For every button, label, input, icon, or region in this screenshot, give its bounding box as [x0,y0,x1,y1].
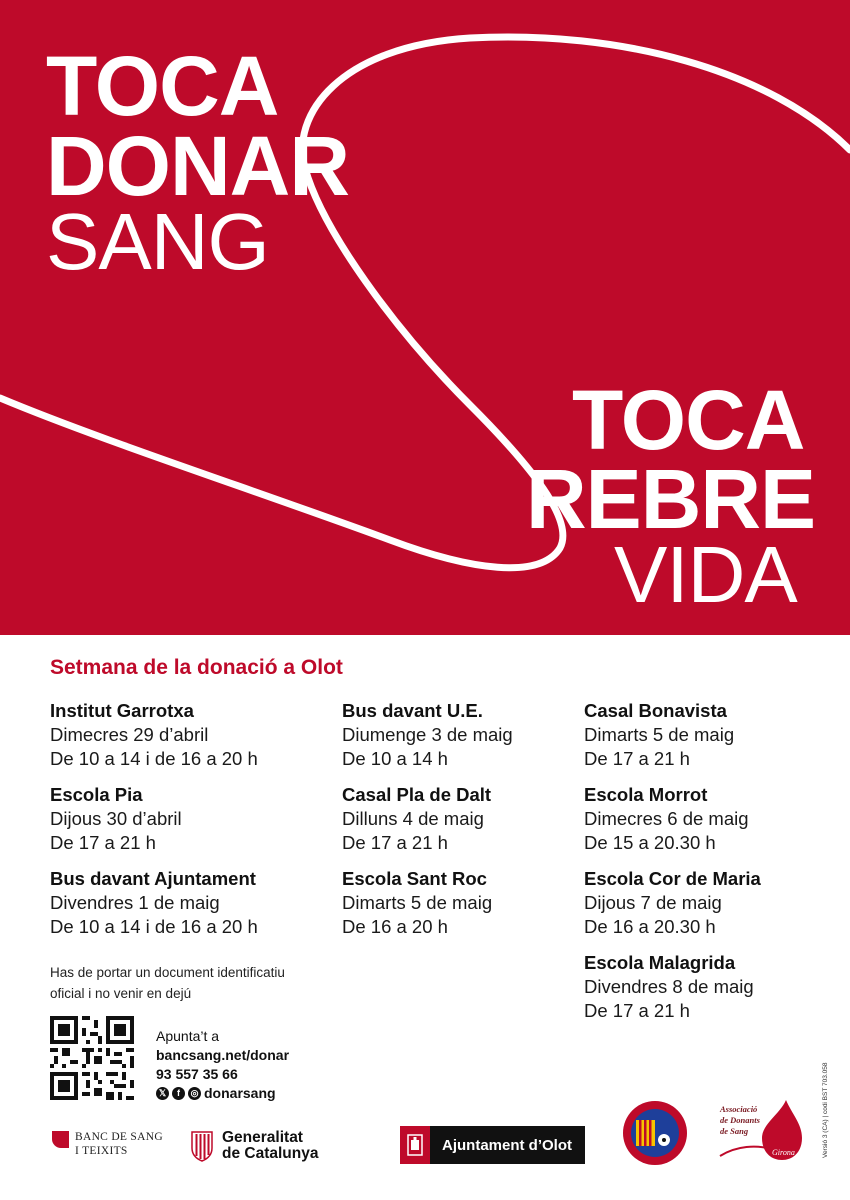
venue-hours: De 16 a 20.30 h [584,916,716,937]
venue-date: Dijous 30 d’abril [50,808,182,829]
senyera-emblem-icon [190,1130,214,1162]
ajuntament-olot-logo [400,1126,585,1164]
section-subtitle: Setmana de la donació a Olot [50,656,343,679]
instagram-icon[interactable]: ◎ [188,1087,201,1100]
hero-title-donar: DONAR [46,119,349,213]
schedule-column-3 [584,699,761,1035]
note-line: oficial i no venir en dejú [50,986,192,1001]
venue-hours: De 17 a 21 h [584,1000,690,1021]
venue-name: Bus davant U.E. [342,700,483,721]
assoc-logo-line: Associació [720,1104,758,1114]
version-code: Versió 3 (CA) | codi BST 703.058 [822,1062,829,1158]
venue-entry [584,951,761,1023]
venue-name: Bus davant Ajuntament [50,868,256,889]
qr-code[interactable] [50,1016,134,1100]
venue-name: Casal Bonavista [584,700,727,721]
banc-drop-icon [52,1131,69,1148]
venue-name: Casal Pla de Dalt [342,784,492,805]
venue-entry [584,699,761,771]
hero-title-toca-2: TOCA [572,373,805,467]
venue-entry [342,867,513,939]
venue-hours: De 15 a 20.30 h [584,832,716,853]
venue-hours: De 10 a 14 i de 16 a 20 h [50,748,258,769]
hero-title-sang: SANG [46,197,269,286]
venue-entry [584,783,761,855]
phone-number[interactable]: 93 557 35 66 [156,1066,238,1082]
contact-info [156,1027,289,1103]
hero-title-toca-1: TOCA [46,39,279,133]
signup-link[interactable]: bancsang.net/donar [156,1047,290,1063]
facebook-icon[interactable]: f [172,1087,185,1100]
venue-hours: De 17 a 21 h [50,832,156,853]
venue-hours: De 17 a 21 h [342,832,448,853]
venue-entry [342,783,513,855]
assoc-logo-sub: Girona [772,1148,795,1157]
olot-crest-icon [400,1126,430,1164]
venue-date: Dimarts 5 de maig [342,892,493,913]
venue-date: Divendres 1 de maig [50,892,220,913]
schedule-column-2 [342,699,513,951]
venue-entry [584,867,761,939]
gen-logo-line: de Catalunya [222,1145,319,1162]
id-requirement-note [50,962,350,1004]
hero-title-rebre: REBRE [526,452,816,546]
assoc-logo-line: de Donants [720,1115,760,1125]
venue-date: Dimecres 6 de maig [584,808,749,829]
venue-name: Institut Garrotxa [50,700,194,721]
social-handle[interactable]: donarsang [204,1085,276,1101]
hero-title-vida: VIDA [614,530,797,619]
venue-hours: De 17 a 21 h [584,748,690,769]
note-line: Has de portar un document identificatiu [50,965,285,980]
venue-date: Diumenge 3 de maig [342,724,513,745]
venue-name: Escola Sant Roc [342,868,487,889]
venue-hours: De 10 a 14 h [342,748,448,769]
gen-logo-line: Generalitat [222,1129,303,1146]
venue-hours: De 10 a 14 i de 16 a 20 h [50,916,258,937]
venue-entry [342,699,513,771]
venue-entry [50,699,258,771]
donants-girona-logo [716,1098,808,1164]
venue-entry [50,783,258,855]
venue-date: Dimarts 5 de maig [584,724,735,745]
venue-name: Escola Malagrida [584,952,736,973]
venue-name: Escola Pia [50,784,143,805]
venue-date: Dijous 7 de maig [584,892,722,913]
banc-logo-line: I TEIXITS [75,1145,128,1157]
banc-de-sang-logo [52,1130,163,1158]
venue-name: Escola Cor de Maria [584,868,761,889]
x-icon[interactable]: 𝕏 [156,1087,169,1100]
generalitat-logo [190,1130,318,1162]
venue-date: Dimecres 29 d’abril [50,724,209,745]
contact-intro: Apunta’t a [156,1028,220,1044]
banc-logo-line: BANC DE SANG [75,1131,163,1143]
schedule-column-1 [50,699,258,951]
social-row [156,1084,289,1103]
olot-logo-text: Ajuntament d’Olot [442,1136,572,1154]
sports-club-badge-icon [622,1100,688,1166]
venue-entry [50,867,258,939]
venue-hours: De 16 a 20 h [342,916,448,937]
venue-date: Divendres 8 de maig [584,976,754,997]
venue-name: Escola Morrot [584,784,708,805]
assoc-logo-line: de Sang [720,1126,749,1136]
venue-date: Dilluns 4 de maig [342,808,484,829]
